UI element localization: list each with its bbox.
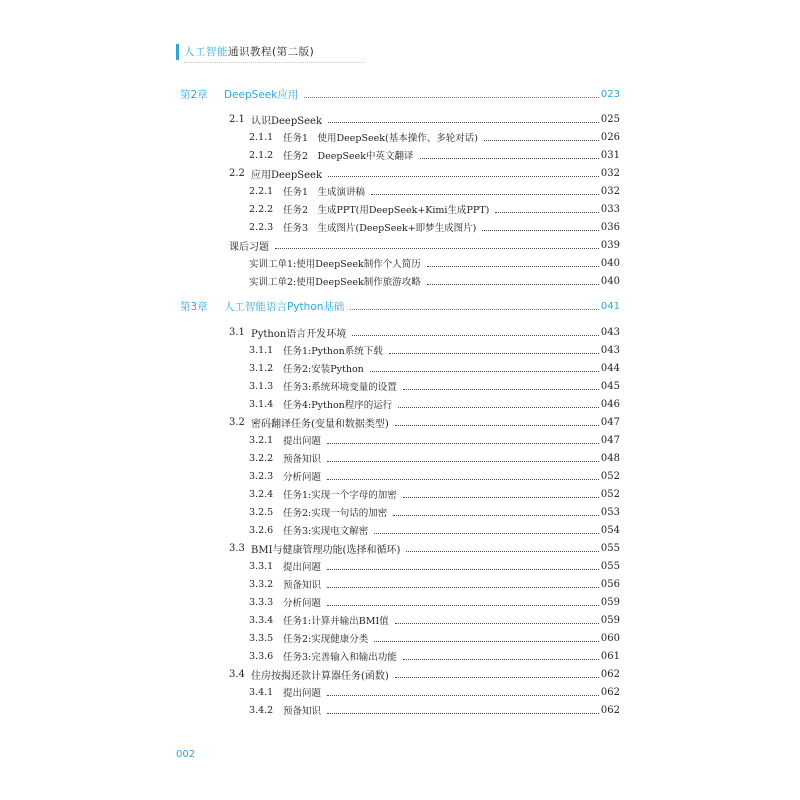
toc-subsection-entry — [249, 146, 620, 164]
toc-entry-number: 2.2 — [229, 167, 245, 179]
toc-section-entry — [229, 665, 620, 683]
toc-entry-title: 提出问题 — [283, 562, 322, 573]
toc-entry-page: 059 — [600, 614, 620, 626]
toc-leader-dots — [495, 212, 599, 213]
toc-entry-page: 023 — [600, 88, 620, 100]
page-number: 002 — [176, 749, 196, 760]
toc-leader-dots — [352, 335, 599, 336]
toc-subsection-entry — [249, 593, 620, 611]
toc-entry-number: 3.3.4 — [249, 614, 274, 626]
toc-subsection-entry — [249, 431, 620, 449]
toc-subsection-entry — [249, 359, 620, 377]
toc-entry-page: 062 — [600, 668, 620, 680]
toc-entry-title: 任务1 使用DeepSeek(基本操作、多轮对话) — [283, 133, 478, 144]
toc-entry-page: 043 — [600, 344, 620, 356]
toc-leader-dots — [403, 497, 599, 498]
toc-section-entry — [229, 539, 620, 557]
toc-entry-page: 062 — [600, 686, 620, 698]
toc-entry-page: 041 — [600, 300, 620, 312]
toc-entry-title: 任务2 DeepSeek中英文翻译 — [283, 151, 414, 162]
toc-entry-number: 2.1 — [229, 113, 245, 125]
toc-entry-page: 045 — [600, 380, 620, 392]
toc-entry-page: 039 — [600, 239, 620, 251]
toc-subsection-entry — [249, 341, 620, 359]
toc-subsection-entry — [249, 557, 620, 575]
toc-entry-page: 053 — [600, 506, 620, 518]
toc-entry-number: 3.2 — [229, 416, 245, 428]
toc-entry-title: 任务1:Python系统下载 — [283, 346, 383, 357]
toc-subsection-entry — [249, 272, 620, 290]
toc-entry-number: 3.3.5 — [249, 632, 274, 644]
toc-subsection-entry — [249, 647, 620, 665]
toc-section-entry — [229, 236, 620, 254]
book-title-rest: 通识教程(第二版) — [228, 46, 315, 58]
toc-entry-title: 任务3 生成图片(DeepSeek+即梦生成图片) — [283, 223, 477, 234]
toc-entry-title: 分析问题 — [283, 598, 322, 609]
toc-entry-title: 住房按揭还款计算器任务(函数) — [251, 670, 389, 682]
toc-section-entry — [229, 110, 620, 128]
toc-leader-dots — [350, 309, 599, 310]
toc-entry-title: 预备知识 — [283, 454, 322, 465]
toc-entry-title: DeepSeek应用 — [224, 88, 299, 101]
toc-leader-dots — [374, 641, 599, 642]
toc-leader-dots — [482, 230, 599, 231]
toc-entry-title: 任务1 生成演讲稿 — [283, 187, 366, 198]
toc-entry-number: 3.2.3 — [249, 470, 274, 482]
toc-leader-dots — [395, 425, 599, 426]
toc-subsection-entry — [249, 629, 620, 647]
toc-entry-page: 043 — [600, 326, 620, 338]
toc-entry-number: 3.3.3 — [249, 596, 274, 608]
toc-entry-page: 052 — [600, 488, 620, 500]
toc-leader-dots — [403, 389, 599, 390]
toc-chapter-entry — [180, 297, 620, 315]
toc-entry-number: 3.1.2 — [249, 362, 274, 374]
toc-entry-page: 036 — [600, 221, 620, 233]
toc-leader-dots — [427, 266, 599, 267]
toc-entry-number: 3.3.1 — [249, 560, 274, 572]
toc-leader-dots — [370, 371, 599, 372]
toc-leader-dots — [403, 659, 599, 660]
toc-leader-dots — [327, 461, 599, 462]
toc-leader-dots — [327, 443, 599, 444]
toc-entry-number: 3.2.5 — [249, 506, 274, 518]
toc-entry-title: 人工智能语言Python基础 — [224, 300, 345, 313]
toc-entry-title: 认识DeepSeek — [251, 115, 323, 127]
toc-leader-dots — [327, 713, 599, 714]
toc-entry-page: 055 — [600, 542, 620, 554]
toc-entry-title: 任务4:Python程序的运行 — [283, 400, 393, 411]
toc-leader-dots — [275, 248, 599, 249]
toc-leader-dots — [393, 515, 599, 516]
toc-entry-number: 3.2.4 — [249, 488, 274, 500]
toc-section-entry — [229, 323, 620, 341]
toc-leader-dots — [427, 284, 599, 285]
toc-entry-title: 课后习题 — [229, 241, 269, 253]
toc-entry-title: 预备知识 — [283, 580, 322, 591]
toc-entry-page: 044 — [600, 362, 620, 374]
toc-entry-title: 任务3:实现电文解密 — [283, 526, 369, 537]
toc-subsection-entry — [249, 395, 620, 413]
toc-leader-dots — [420, 158, 599, 159]
toc-section-entry — [229, 164, 620, 182]
toc-entry-number: 3.1 — [229, 326, 245, 338]
toc-entry-page: 048 — [600, 452, 620, 464]
toc-entry-page: 031 — [600, 149, 620, 161]
toc-entry-page: 025 — [600, 113, 620, 125]
toc-leader-dots — [395, 677, 599, 678]
toc-subsection-entry — [249, 182, 620, 200]
toc-entry-page: 047 — [600, 416, 620, 428]
toc-leader-dots — [374, 533, 599, 534]
toc-entry-title: 任务2:安装Python — [283, 364, 364, 375]
toc-entry-number: 3.1.3 — [249, 380, 274, 392]
toc-leader-dots — [328, 122, 599, 123]
toc-entry-page: 054 — [600, 524, 620, 536]
toc-entry-number: 2.2.1 — [249, 185, 274, 197]
toc-leader-dots — [327, 587, 599, 588]
toc-subsection-entry — [249, 128, 620, 146]
toc-leader-dots — [327, 479, 599, 480]
toc-entry-title: 提出问题 — [283, 436, 322, 447]
toc-entry-number: 3.3 — [229, 542, 245, 554]
toc-entry-title: 密码翻译任务(变量和数据类型) — [251, 418, 389, 430]
toc-subsection-entry — [249, 575, 620, 593]
toc-entry-title: 实训工单2:使用DeepSeek制作旅游攻略 — [249, 277, 421, 288]
toc-subsection-entry — [249, 449, 620, 467]
toc-entry-page: 032 — [600, 167, 620, 179]
toc-entry-title: 任务2:实现健康分类 — [283, 634, 369, 645]
toc-entry-title: 预备知识 — [283, 706, 322, 717]
toc-entry-title: 任务3:系统环境变量的设置 — [283, 382, 397, 393]
toc-entry-number: 3.2.6 — [249, 524, 274, 536]
toc-entry-page: 032 — [600, 185, 620, 197]
toc-subsection-entry — [249, 521, 620, 539]
header-accent-bar — [176, 44, 179, 60]
toc-subsection-entry — [249, 467, 620, 485]
toc-subsection-entry — [249, 503, 620, 521]
toc-leader-dots — [371, 194, 599, 195]
toc-leader-dots — [406, 551, 599, 552]
toc-subsection-entry — [249, 254, 620, 272]
toc-leader-dots — [327, 569, 599, 570]
toc-entry-page: 040 — [600, 275, 620, 287]
toc-entry-number: 2.1.2 — [249, 149, 274, 161]
toc-entry-number: 3.4.1 — [249, 686, 274, 698]
toc-entry-number: 3.3.2 — [249, 578, 274, 590]
toc-entry-number: 3.4.2 — [249, 704, 274, 716]
toc-leader-dots — [327, 695, 599, 696]
toc-entry-title: BMI与健康管理功能(选择和循环) — [251, 544, 401, 556]
toc-subsection-entry — [249, 377, 620, 395]
toc-subsection-entry — [249, 611, 620, 629]
toc-entry-page: 046 — [600, 398, 620, 410]
toc-entry-number: 3.2.2 — [249, 452, 274, 464]
toc-entry-title: 分析问题 — [283, 472, 322, 483]
toc-entry-number: 2.2.2 — [249, 203, 274, 215]
toc-entry-number: 第2章 — [180, 88, 208, 101]
toc-entry-page: 026 — [600, 131, 620, 143]
toc-leader-dots — [328, 176, 599, 177]
toc-entry-page: 056 — [600, 578, 620, 590]
toc-entry-title: 任务1:计算并输出BMI值 — [283, 616, 389, 627]
toc-entry-title: 任务1:实现一个字母的加密 — [283, 490, 397, 501]
header-dotted-rule — [184, 62, 364, 63]
toc-leader-dots — [398, 407, 599, 408]
toc-subsection-entry — [249, 200, 620, 218]
toc-entry-number: 2.2.3 — [249, 221, 274, 233]
toc-entry-number: 3.1.1 — [249, 344, 274, 356]
toc-entry-page: 062 — [600, 704, 620, 716]
toc-entry-page: 060 — [600, 632, 620, 644]
toc-subsection-entry — [249, 485, 620, 503]
toc-entry-title: 实训工单1:使用DeepSeek制作个人简历 — [249, 259, 421, 270]
toc-leader-dots — [484, 140, 599, 141]
toc-entry-number: 3.4 — [229, 668, 245, 680]
toc-entry-title: 任务2 生成PPT(用DeepSeek+Kimi生成PPT) — [283, 205, 490, 216]
toc-entry-number: 3.1.4 — [249, 398, 274, 410]
toc-entry-page: 052 — [600, 470, 620, 482]
toc-entry-page: 040 — [600, 257, 620, 269]
toc-entry-page: 047 — [600, 434, 620, 446]
toc-entry-number: 3.3.6 — [249, 650, 274, 662]
toc-entry-number: 3.2.1 — [249, 434, 274, 446]
running-header — [176, 38, 636, 66]
toc-subsection-entry — [249, 701, 620, 719]
toc-subsection-entry — [249, 218, 620, 236]
toc-entry-title: 应用DeepSeek — [251, 169, 323, 181]
toc-leader-dots — [304, 97, 599, 98]
toc-entry-number: 第3章 — [180, 300, 208, 313]
toc-entry-page: 061 — [600, 650, 620, 662]
toc-entry-number: 2.1.1 — [249, 131, 274, 143]
toc-leader-dots — [395, 623, 599, 624]
toc-entry-title: 任务2:实现一句话的加密 — [283, 508, 388, 519]
toc-entry-title: 提出问题 — [283, 688, 322, 699]
toc-entry-page: 033 — [600, 203, 620, 215]
book-title — [184, 44, 314, 59]
toc-entry-title: 任务3:完善输入和输出功能 — [283, 652, 397, 663]
toc-leader-dots — [327, 605, 599, 606]
toc-leader-dots — [389, 353, 599, 354]
toc-section-entry — [229, 413, 620, 431]
toc-chapter-entry — [180, 85, 620, 103]
toc-subsection-entry — [249, 683, 620, 701]
toc-entry-page: 059 — [600, 596, 620, 608]
book-title-accent: 人工智能 — [184, 46, 228, 58]
toc-entry-page: 055 — [600, 560, 620, 572]
toc-entry-title: Python语言开发环境 — [251, 328, 347, 340]
